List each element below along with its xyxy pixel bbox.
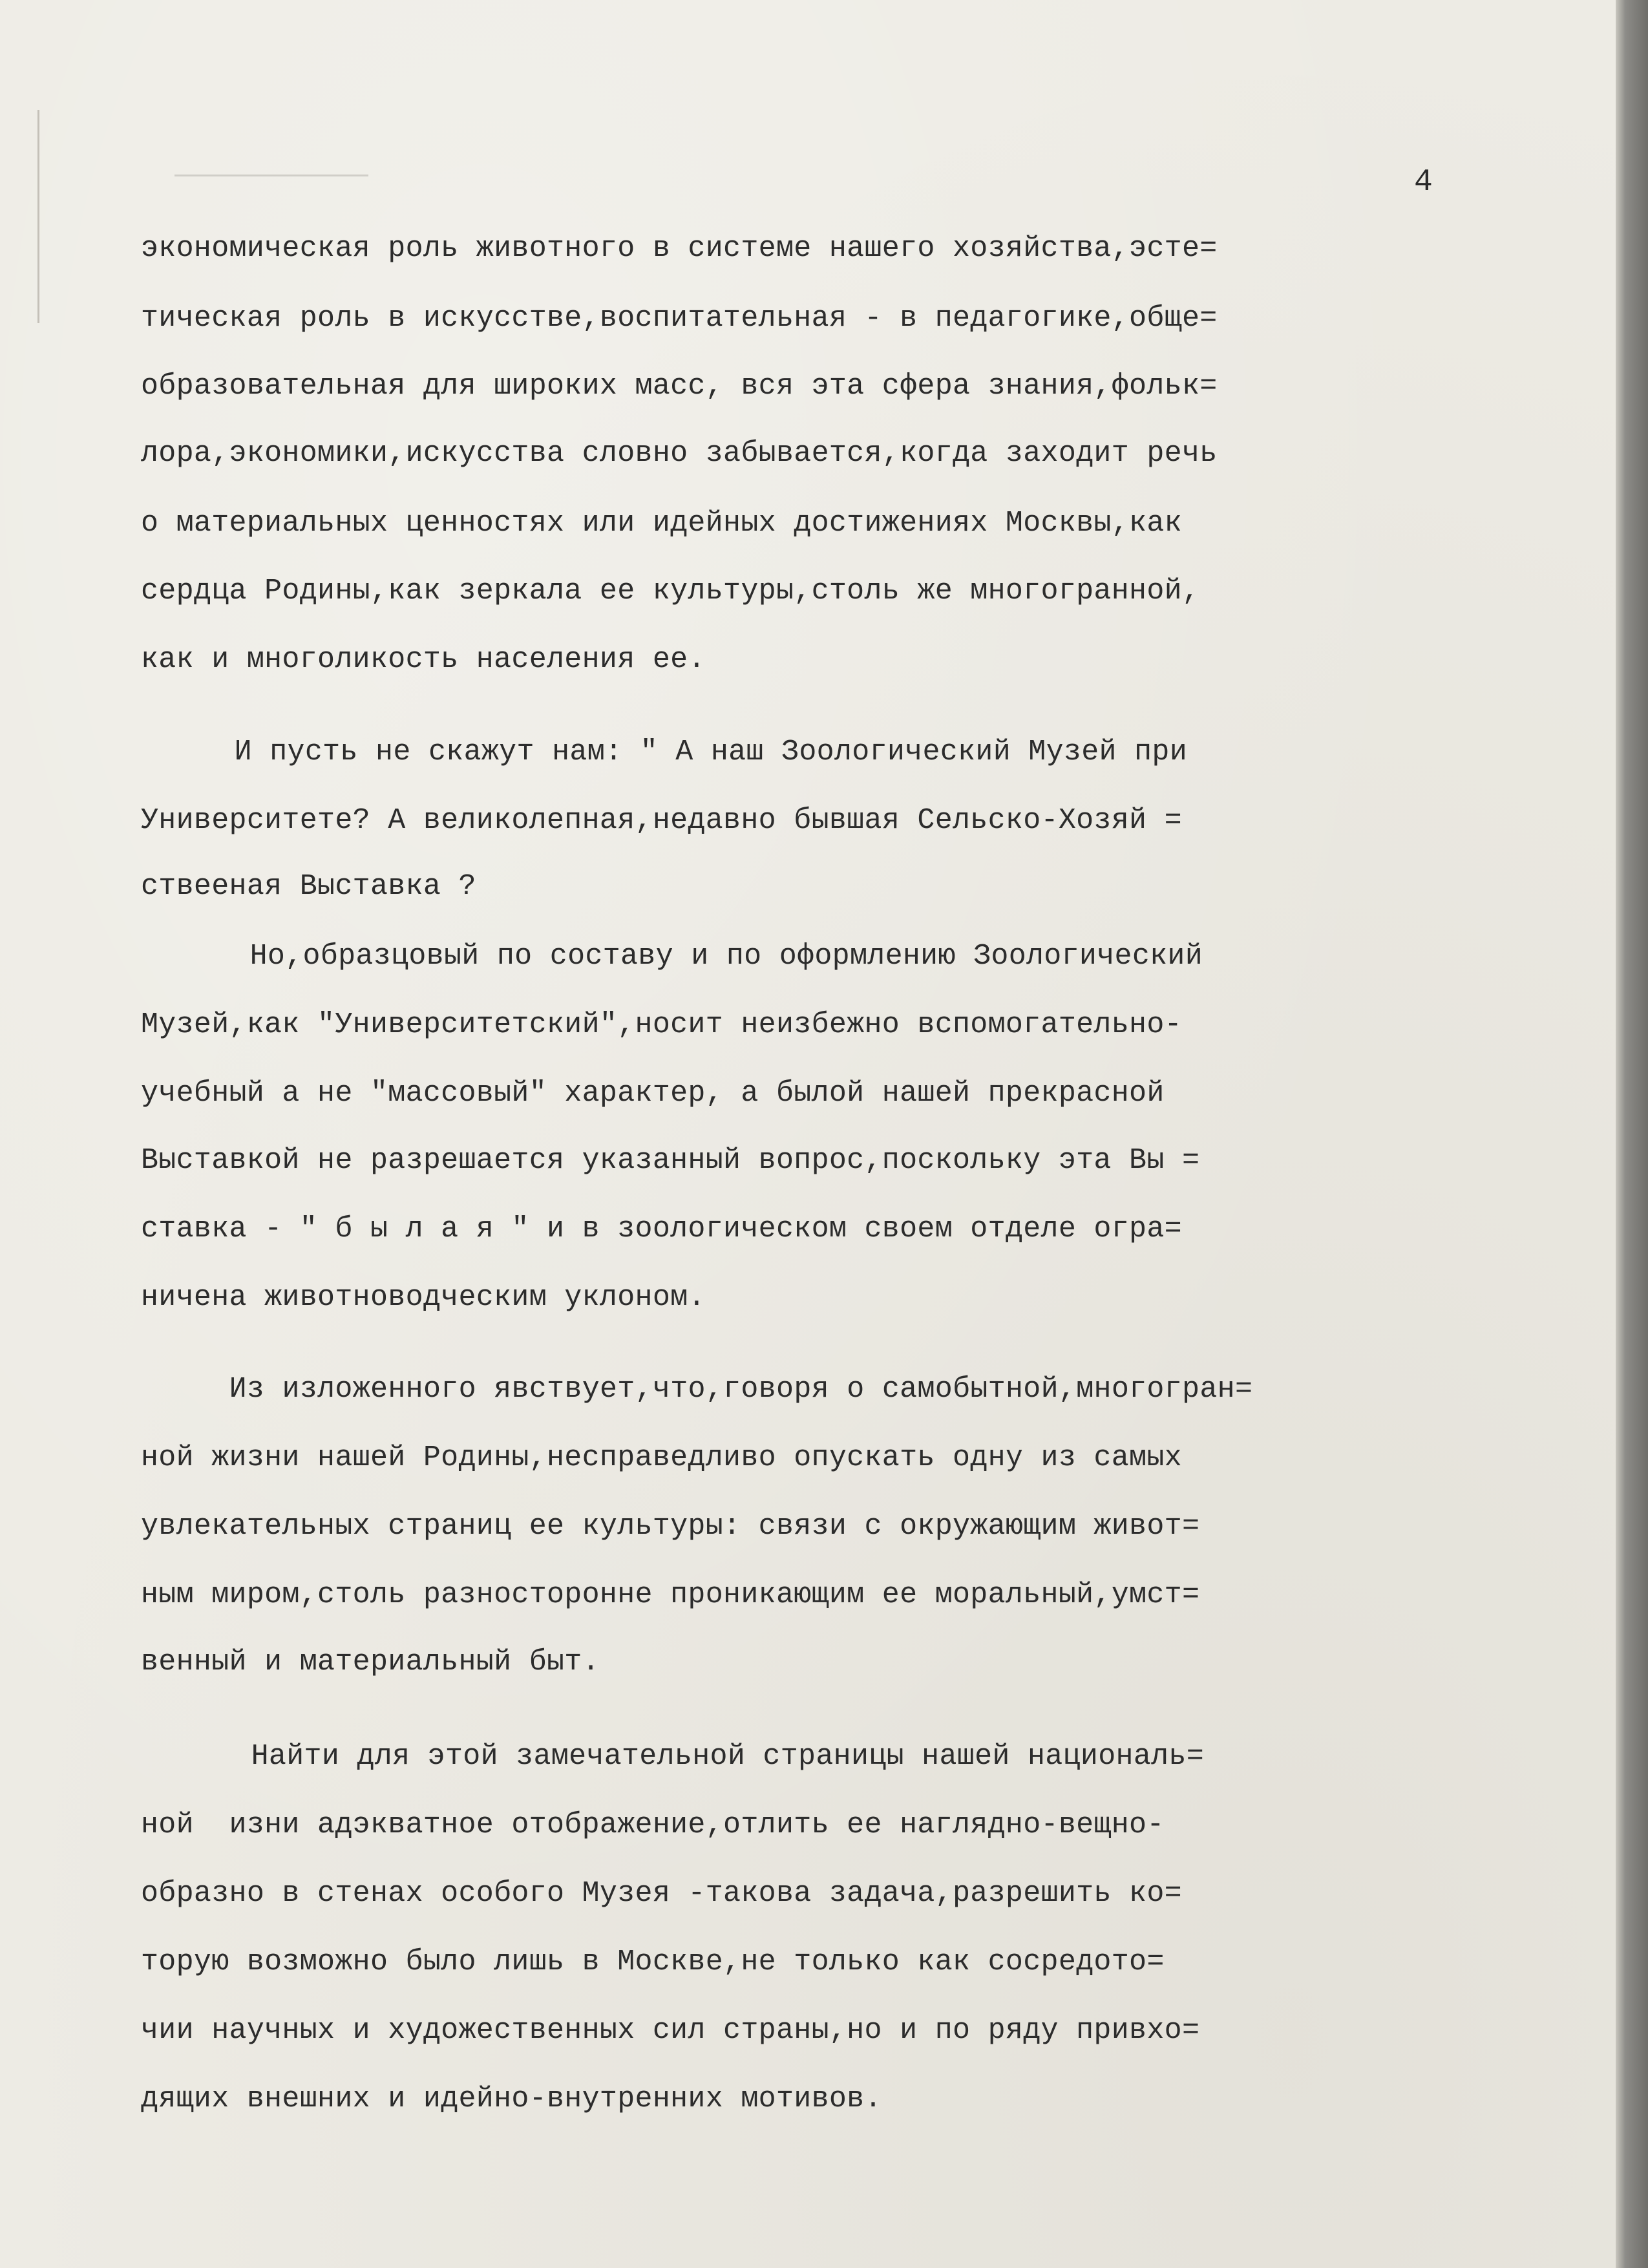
- faint-bleed-through-line: [174, 175, 368, 176]
- text-line: Университете? А великолепная,недавно бывшая Сельско-Хозяй =: [141, 804, 1182, 837]
- text-line: дящих внешних и идейно-внутренних мотивов.: [141, 2083, 882, 2115]
- text-line: тическая роль в искусстве,воспитательная - в педагогике,обще=: [141, 302, 1218, 335]
- text-line: о материальных ценностях или идейных достижениях Москвы,как: [141, 507, 1182, 540]
- paper-crease: [37, 110, 39, 323]
- text-line: Выставкой не разрешается указанный вопрос,поскольку эта Вы =: [141, 1144, 1200, 1177]
- text-line: увлекательных страниц ее культуры: связи с окружающим живот=: [141, 1510, 1200, 1543]
- text-line: ной изни адэкватное отображение,отлить ее наглядно-вещно-: [141, 1808, 1165, 1841]
- text-line: ставка - " б ы л а я " и в зоологическом своем отделе огра=: [141, 1213, 1182, 1245]
- text-line: как и многоликость населения ее.: [141, 643, 706, 676]
- text-line: лора,экономики,искусства словно забывается,когда заходит речь: [141, 437, 1218, 470]
- text-line: Из изложенного явствует,что,говоря о самобытной,многогран=: [194, 1373, 1253, 1406]
- text-line: торую возможно было лишь в Москве,не только как сосредото=: [141, 1945, 1165, 1978]
- text-line: Музей,как "Университетский",носит неизбежно вспомогательно-: [141, 1008, 1182, 1041]
- text-line: ным миром,столь разносторонне проникающим ее моральный,умст=: [141, 1578, 1200, 1611]
- text-line: чии научных и художественных сил страны,но и по ряду привхо=: [141, 2014, 1200, 2047]
- text-line: И пусть не скажут нам: " А наш Зоологический Музей при: [199, 736, 1188, 768]
- text-line: экономическая роль животного в системе нашего хозяйства,эсте=: [141, 232, 1218, 265]
- page-number: 4: [1414, 165, 1433, 200]
- text-line: ничена животноводческим уклоном.: [141, 1281, 706, 1314]
- text-line: венный и материальный быт.: [141, 1646, 600, 1679]
- text-line: учебный а не "массовый" характер, а былой нашей прекрасной: [141, 1077, 1165, 1110]
- text-line: образно в стенах особого Музея -такова задача,разрешить ко=: [141, 1877, 1182, 1910]
- text-line: образовательная для широких масс, вся эта сфера знания,фольк=: [141, 370, 1218, 403]
- text-line: ствееная Выставка ?: [141, 870, 476, 903]
- text-line: Найти для этой замечательной страницы нашей националь=: [216, 1740, 1205, 1773]
- text-line: Но,образцовый по составу и по оформлению Зоологический: [215, 940, 1203, 973]
- page-edge-shadow: [1616, 0, 1648, 2268]
- text-line: ной жизни нашей Родины,несправедливо опускать одну из самых: [141, 1441, 1182, 1474]
- text-line: сердца Родины,как зеркала ее культуры,столь же многогранной,: [141, 575, 1200, 608]
